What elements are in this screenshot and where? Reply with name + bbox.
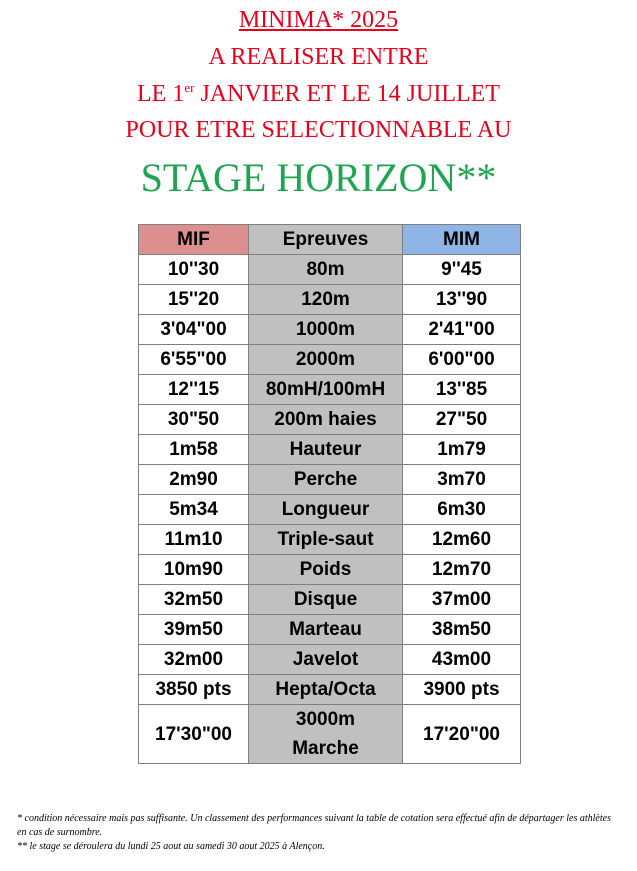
cell-epreuve: Marteau <box>249 615 403 645</box>
table-row <box>139 285 521 315</box>
cell-epreuve: 200m haies <box>249 405 403 435</box>
cell-mif: 30"50 <box>139 405 249 435</box>
cell-mif: 10''30 <box>139 255 249 285</box>
cell-epreuve: Longueur <box>249 495 403 525</box>
cell-mim: 38m50 <box>403 615 521 645</box>
header-epreuves: Epreuves <box>249 225 403 255</box>
minima-table <box>138 224 521 764</box>
title-minima <box>0 8 637 32</box>
cell-epreuve: 80m <box>249 255 403 285</box>
cell-epreuve: 120m <box>249 285 403 315</box>
cell-epreuve: 80mH/100mH <box>249 375 403 405</box>
table-row <box>139 705 521 764</box>
table-row <box>139 405 521 435</box>
table-row <box>139 465 521 495</box>
cell-mif: 10m90 <box>139 555 249 585</box>
table-row <box>139 645 521 675</box>
cell-mif: 2m90 <box>139 465 249 495</box>
cell-mif: 3'04"00 <box>139 315 249 345</box>
cell-epreuve: Triple-saut <box>249 525 403 555</box>
cell-mim: 3900 pts <box>403 675 521 705</box>
table-row <box>139 345 521 375</box>
table-row <box>139 615 521 645</box>
title-dates <box>0 82 637 109</box>
cell-mif: 12''15 <box>139 375 249 405</box>
cell-mif: 3850 pts <box>139 675 249 705</box>
cell-mim: 9''45 <box>403 255 521 285</box>
cell-mim: 43m00 <box>403 645 521 675</box>
table-row <box>139 675 521 705</box>
cell-mim: 6'00"00 <box>403 345 521 375</box>
cell-mif: 39m50 <box>139 615 249 645</box>
cell-mif: 17'30"00 <box>139 705 249 764</box>
cell-mim: 6m30 <box>403 495 521 525</box>
cell-mim: 37m00 <box>403 585 521 615</box>
cell-mif: 1m58 <box>139 435 249 465</box>
header-mim: MIM <box>403 225 521 255</box>
cell-epreuve: 2000m <box>249 345 403 375</box>
cell-mim: 12m60 <box>403 525 521 555</box>
cell-mim: 13''85 <box>403 375 521 405</box>
cell-mim: 2'41"00 <box>403 315 521 345</box>
cell-epreuve-line2: Marche <box>292 738 359 759</box>
table-header-row <box>139 225 521 255</box>
cell-mim: 1m79 <box>403 435 521 465</box>
cell-mim: 17'20"00 <box>403 705 521 764</box>
cell-mim: 3m70 <box>403 465 521 495</box>
table-row <box>139 255 521 285</box>
title-dates-post: JANVIER ET LE 14 JUILLET <box>194 81 500 107</box>
cell-epreuve: Perche <box>249 465 403 495</box>
cell-epreuve: Hepta/Octa <box>249 675 403 705</box>
footnotes <box>17 812 622 854</box>
footnote-stage-dates: ** le stage se déroulera du lundi 25 aout au samedi 30 aout 2025 à Alençon. <box>17 841 325 852</box>
title-realiser: A REALISER ENTRE <box>208 44 429 70</box>
cell-epreuve: Disque <box>249 585 403 615</box>
cell-mim: 12m70 <box>403 555 521 585</box>
cell-epreuve: Javelot <box>249 645 403 675</box>
table-row <box>139 555 521 585</box>
cell-mif: 5m34 <box>139 495 249 525</box>
table-row <box>139 375 521 405</box>
table-row <box>139 435 521 465</box>
title-dates-pre: LE 1 <box>137 81 185 107</box>
cell-mif: 15''20 <box>139 285 249 315</box>
cell-epreuve <box>249 705 403 764</box>
cell-epreuve: 1000m <box>249 315 403 345</box>
title-selectionnable: POUR ETRE SELECTIONNABLE AU <box>125 117 512 143</box>
cell-mif: 32m00 <box>139 645 249 675</box>
title-dates-sup: er <box>184 80 195 95</box>
table-row <box>139 315 521 345</box>
cell-mim: 13''90 <box>403 285 521 315</box>
cell-epreuve: Poids <box>249 555 403 585</box>
cell-mif: 6'55"00 <box>139 345 249 375</box>
table-row <box>139 525 521 555</box>
cell-epreuve: Hauteur <box>249 435 403 465</box>
table-row <box>139 585 521 615</box>
cell-mim: 27"50 <box>403 405 521 435</box>
title-minima-text: MINIMA* 2025 <box>238 7 399 33</box>
cell-mif: 11m10 <box>139 525 249 555</box>
header-mif: MIF <box>139 225 249 255</box>
footnote-condition: * condition nécessaire mais pas suffisante. Un classement des performances suivant la table de cotation sera effectué afin de départager les athlètes en cas de surnombre. <box>17 813 611 838</box>
stage-title: STAGE HORIZON** <box>140 155 497 200</box>
cell-mif: 32m50 <box>139 585 249 615</box>
table-row <box>139 495 521 525</box>
cell-epreuve-line1: 3000m <box>295 709 356 730</box>
